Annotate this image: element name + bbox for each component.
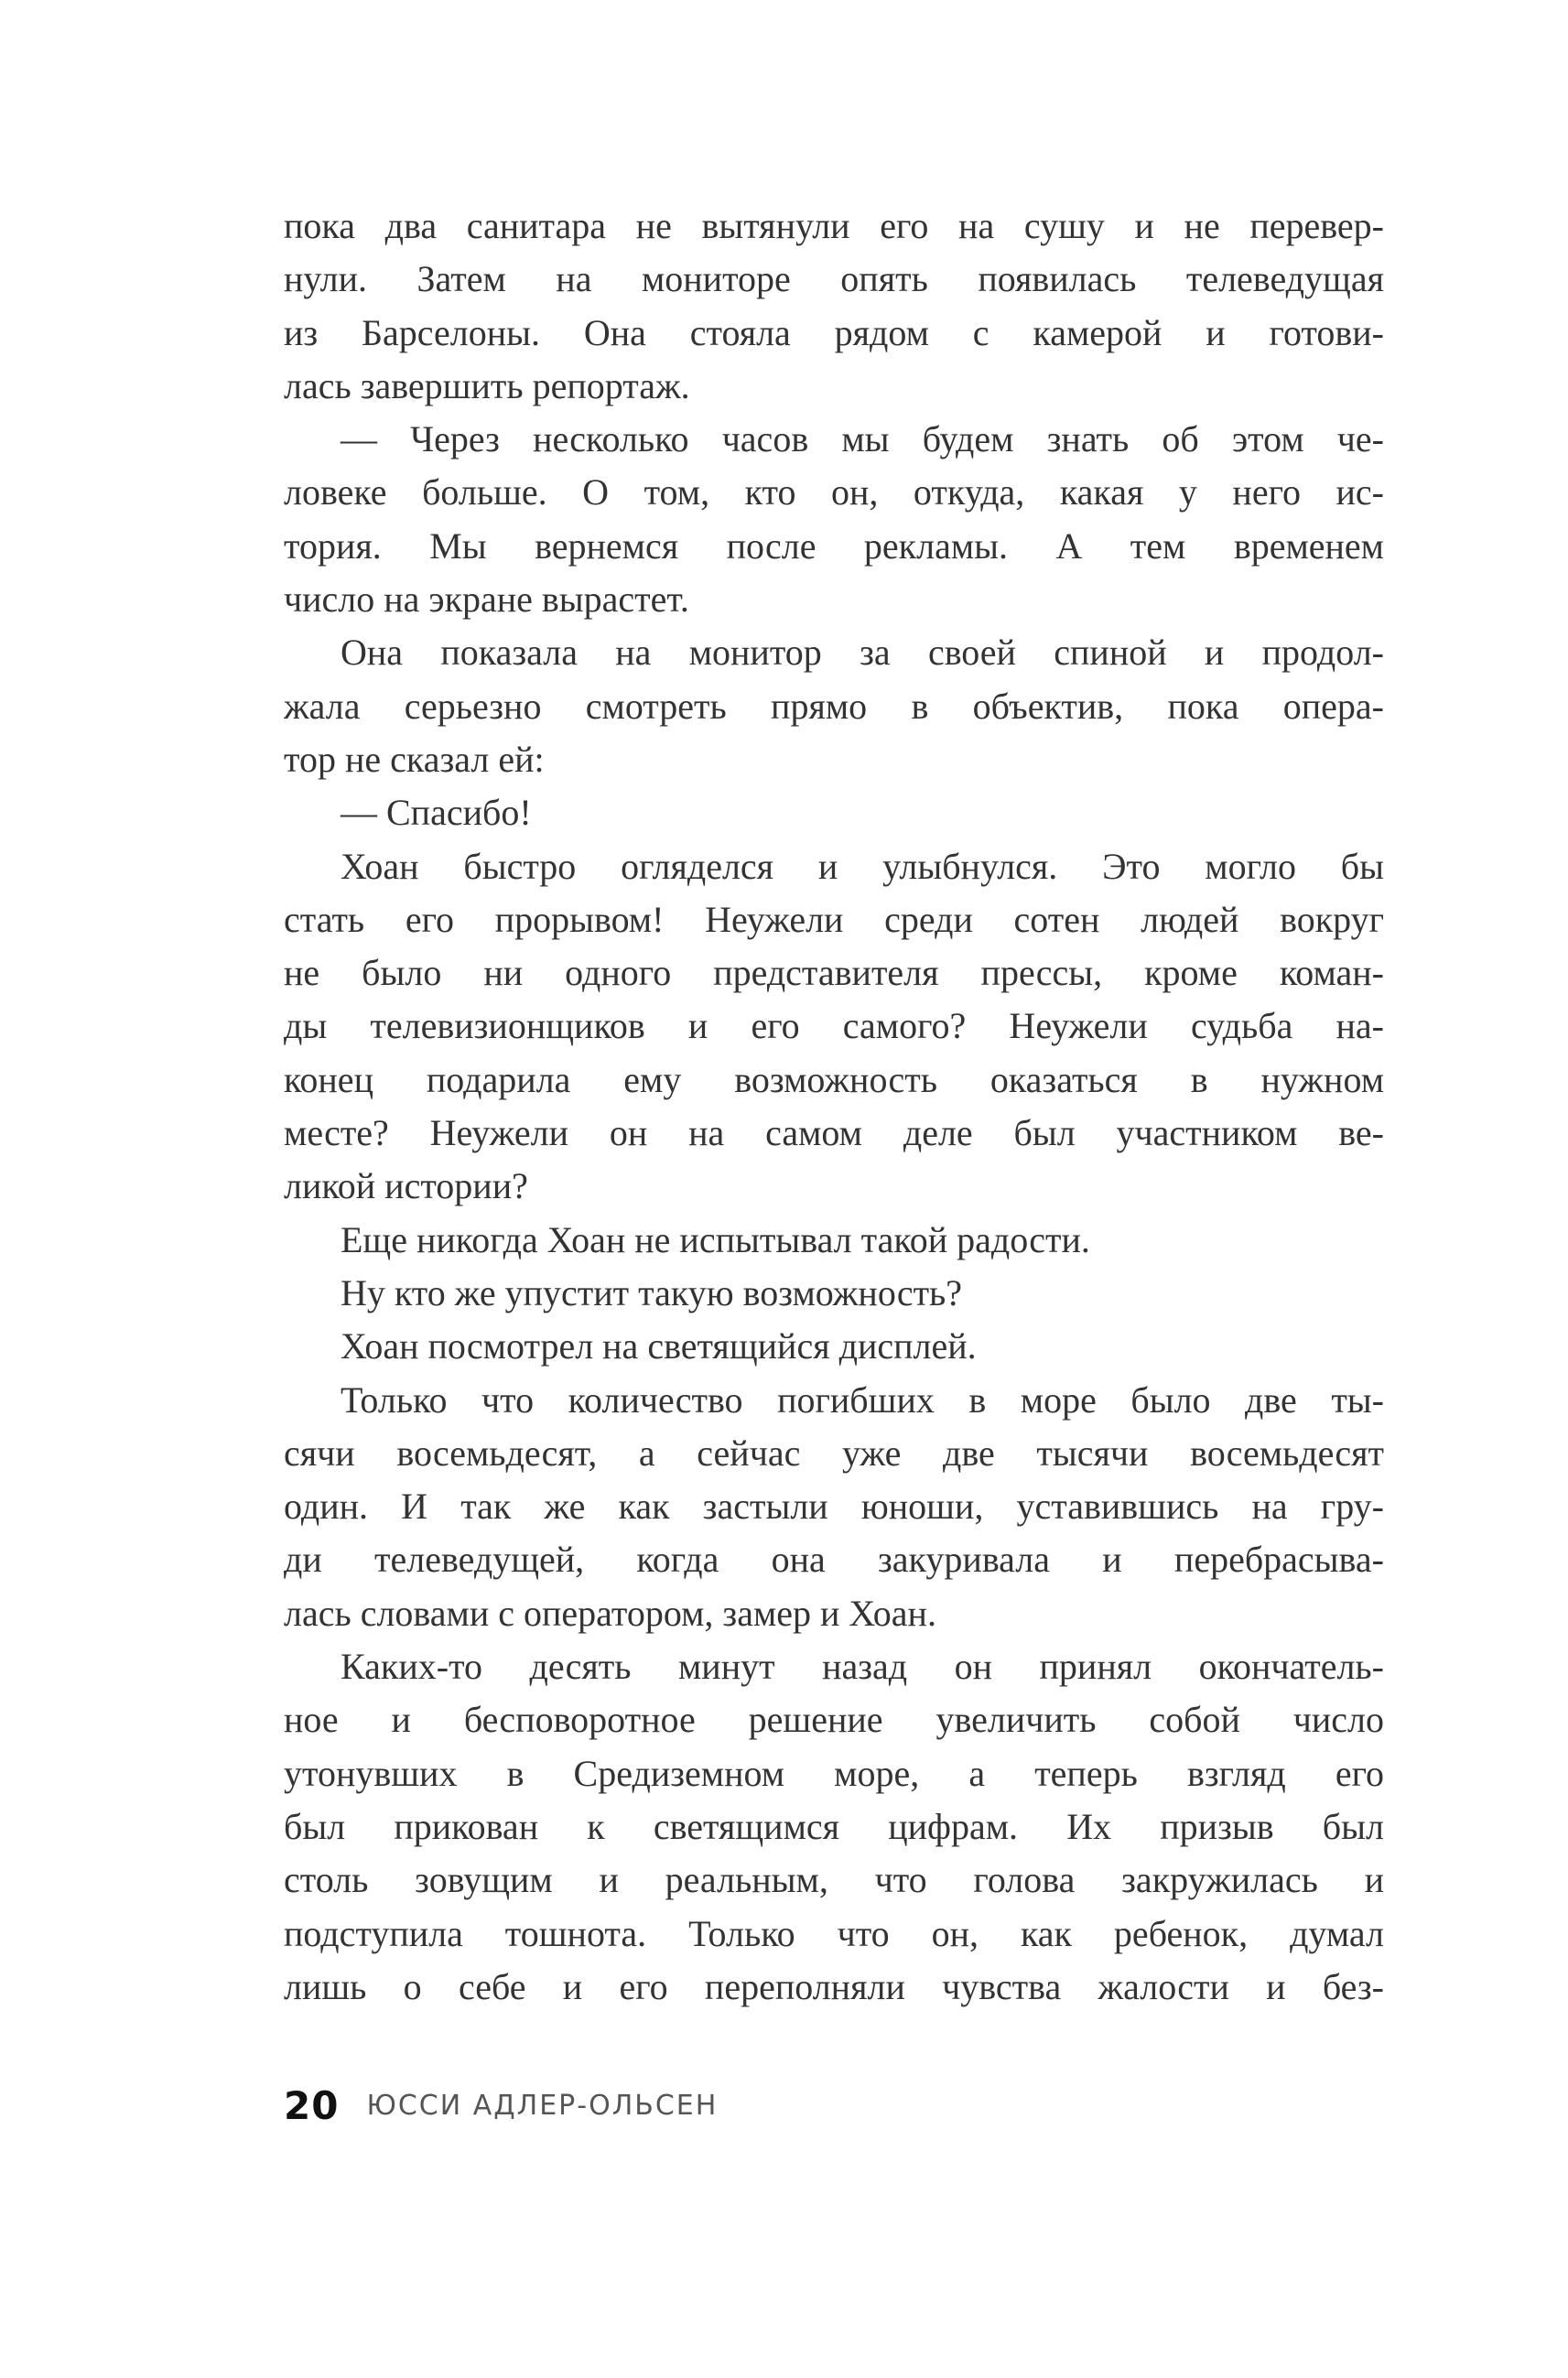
text-line: ди телеведущей, когда она закуривала и перебрасыва-	[284, 1539, 1384, 1581]
text-line: сячи восемьдесят, а сейчас уже две тысячи восемьдесят	[284, 1432, 1384, 1474]
page-footer	[284, 2078, 718, 2133]
text-line: число на экране вырастет.	[284, 578, 689, 621]
text-line: лась завершить репортаж.	[284, 364, 690, 406]
text-line: Хоан посмотрел на светящийся дисплей.	[341, 1325, 977, 1367]
text-line: Только что количество погибших в море было две ты-	[341, 1378, 1384, 1421]
text-line: тория. Мы вернемся после рекламы. А тем временем	[284, 524, 1384, 567]
text-line: один. И так же как застыли юноши, уставившись на гру-	[284, 1486, 1384, 1528]
text-line: нули. Затем на мониторе опять появилась телеведущая	[284, 258, 1384, 300]
text-line: утонувших в Средиземном море, а теперь взгляд его	[284, 1752, 1384, 1794]
text-line: конец подарила ему возможность оказаться в нужном	[284, 1058, 1384, 1100]
text-line: Она показала на монитор за своей спиной и продол-	[341, 632, 1384, 674]
running-head-author: ЮССИ АДЛЕР-ОЛЬСЕН	[366, 2089, 719, 2122]
page-number: 20	[284, 2082, 340, 2128]
text-line: жала серьезно смотреть прямо в объектив, пока опера-	[284, 685, 1384, 727]
text-line: был прикован к светящимся цифрам. Их призыв был	[284, 1805, 1384, 1847]
text-line: из Барселоны. Она стояла рядом с камерой и готови-	[284, 311, 1384, 353]
text-line: Хоан быстро огляделся и улыбнулся. Это могло бы	[341, 845, 1384, 887]
text-line: — Спасибо!	[341, 792, 532, 834]
text-line: Еще никогда Хоан не испытывал такой радости.	[341, 1218, 1090, 1260]
text-line: не было ни одного представителя прессы, кроме коман-	[284, 952, 1384, 994]
text-line: подступила тошнота. Только что он, как ребенок, думал	[284, 1912, 1384, 1954]
text-line: лишь о себе и его переполняли чувства жалости и без-	[284, 1965, 1384, 2007]
text-line: лась словами с оператором, замер и Хоан.	[284, 1592, 936, 1634]
text-line: ликой истории?	[284, 1165, 528, 1207]
text-line: — Через несколько часов мы будем знать об этом че-	[341, 418, 1384, 460]
text-line: Каких-то десять минут назад он принял окончатель-	[341, 1646, 1384, 1688]
text-line: столь зовущим и реальным, что голова закружилась и	[284, 1859, 1384, 1901]
body-text	[284, 200, 1384, 2014]
text-line: ное и бесповоротное решение увеличить собой число	[284, 1699, 1384, 1741]
text-line: тор не сказал ей:	[284, 738, 545, 780]
text-line: ды телевизионщиков и его самого? Неужели судьба на-	[284, 1005, 1384, 1047]
text-line: ловеке больше. О том, кто он, откуда, какая у него ис-	[284, 471, 1384, 513]
text-line: пока два санитара не вытянули его на сушу и не перевер-	[284, 205, 1384, 246]
text-line: месте? Неужели он на самом деле был участником ве-	[284, 1112, 1384, 1154]
text-line: Ну кто же упустит такую возможность?	[341, 1271, 963, 1313]
text-line: стать его прорывом! Неужели среди сотен людей вокруг	[284, 898, 1384, 940]
